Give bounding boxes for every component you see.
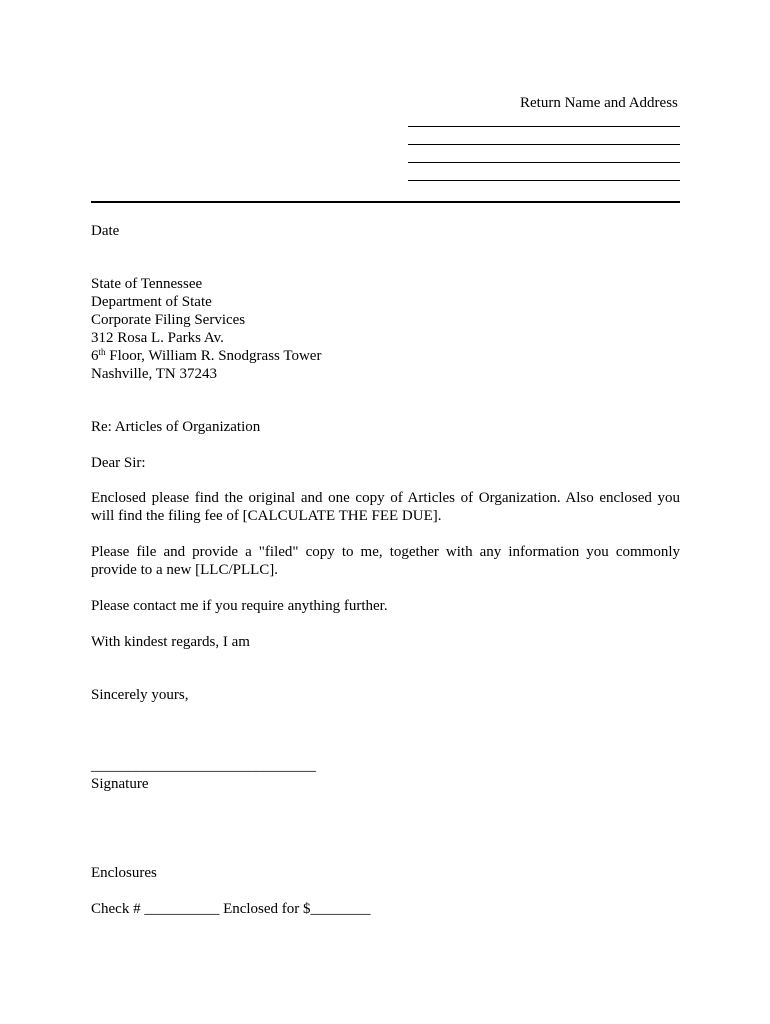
recipient-line-4: 312 Rosa L. Parks Av. <box>91 330 224 346</box>
recipient-line-2: Department of State <box>91 294 212 310</box>
floor-ordinal-suffix: th <box>98 347 106 357</box>
recipient-line-3: Corporate Filing Services <box>91 312 246 328</box>
salutation: Dear Sir: <box>91 455 146 471</box>
floor-number: 6 <box>91 348 99 364</box>
body-paragraph-2: Please file and provide a "filed" copy to me, together with any information you commonly provide to a new [LLC/PLLC]. <box>91 544 680 578</box>
date-label: Date <box>91 223 120 239</box>
floor-building: Floor, William R. Snodgrass Tower <box>105 348 322 364</box>
return-address-label: Return Name and Address <box>520 95 678 111</box>
closing: Sincerely yours, <box>91 687 189 703</box>
return-address-line-3 <box>408 162 680 163</box>
body-paragraph-1: Enclosed please find the original and one copy of Articles of Organization. Also enclosed you will find the filing fee of [CALCULATE THE FEE DUE]. <box>91 490 680 524</box>
re-line: Re: Articles of Organization <box>91 419 261 435</box>
recipient-line-5 <box>91 347 321 365</box>
enclosures-label: Enclosures <box>91 865 157 881</box>
check-enclosed-line: Check # __________ Enclosed for $________ <box>91 901 371 917</box>
signature-line: ______________________________ <box>91 758 316 774</box>
return-address-line-1 <box>408 126 680 127</box>
return-address-line-4 <box>408 180 680 181</box>
body-paragraph-3: Please contact me if you require anything further. <box>91 598 388 614</box>
header-divider <box>91 201 680 203</box>
body-paragraph-4: With kindest regards, I am <box>91 634 250 650</box>
recipient-line-6: Nashville, TN 37243 <box>91 366 217 382</box>
return-address-line-2 <box>408 144 680 145</box>
recipient-line-1: State of Tennessee <box>91 276 203 292</box>
signature-label: Signature <box>91 776 149 792</box>
